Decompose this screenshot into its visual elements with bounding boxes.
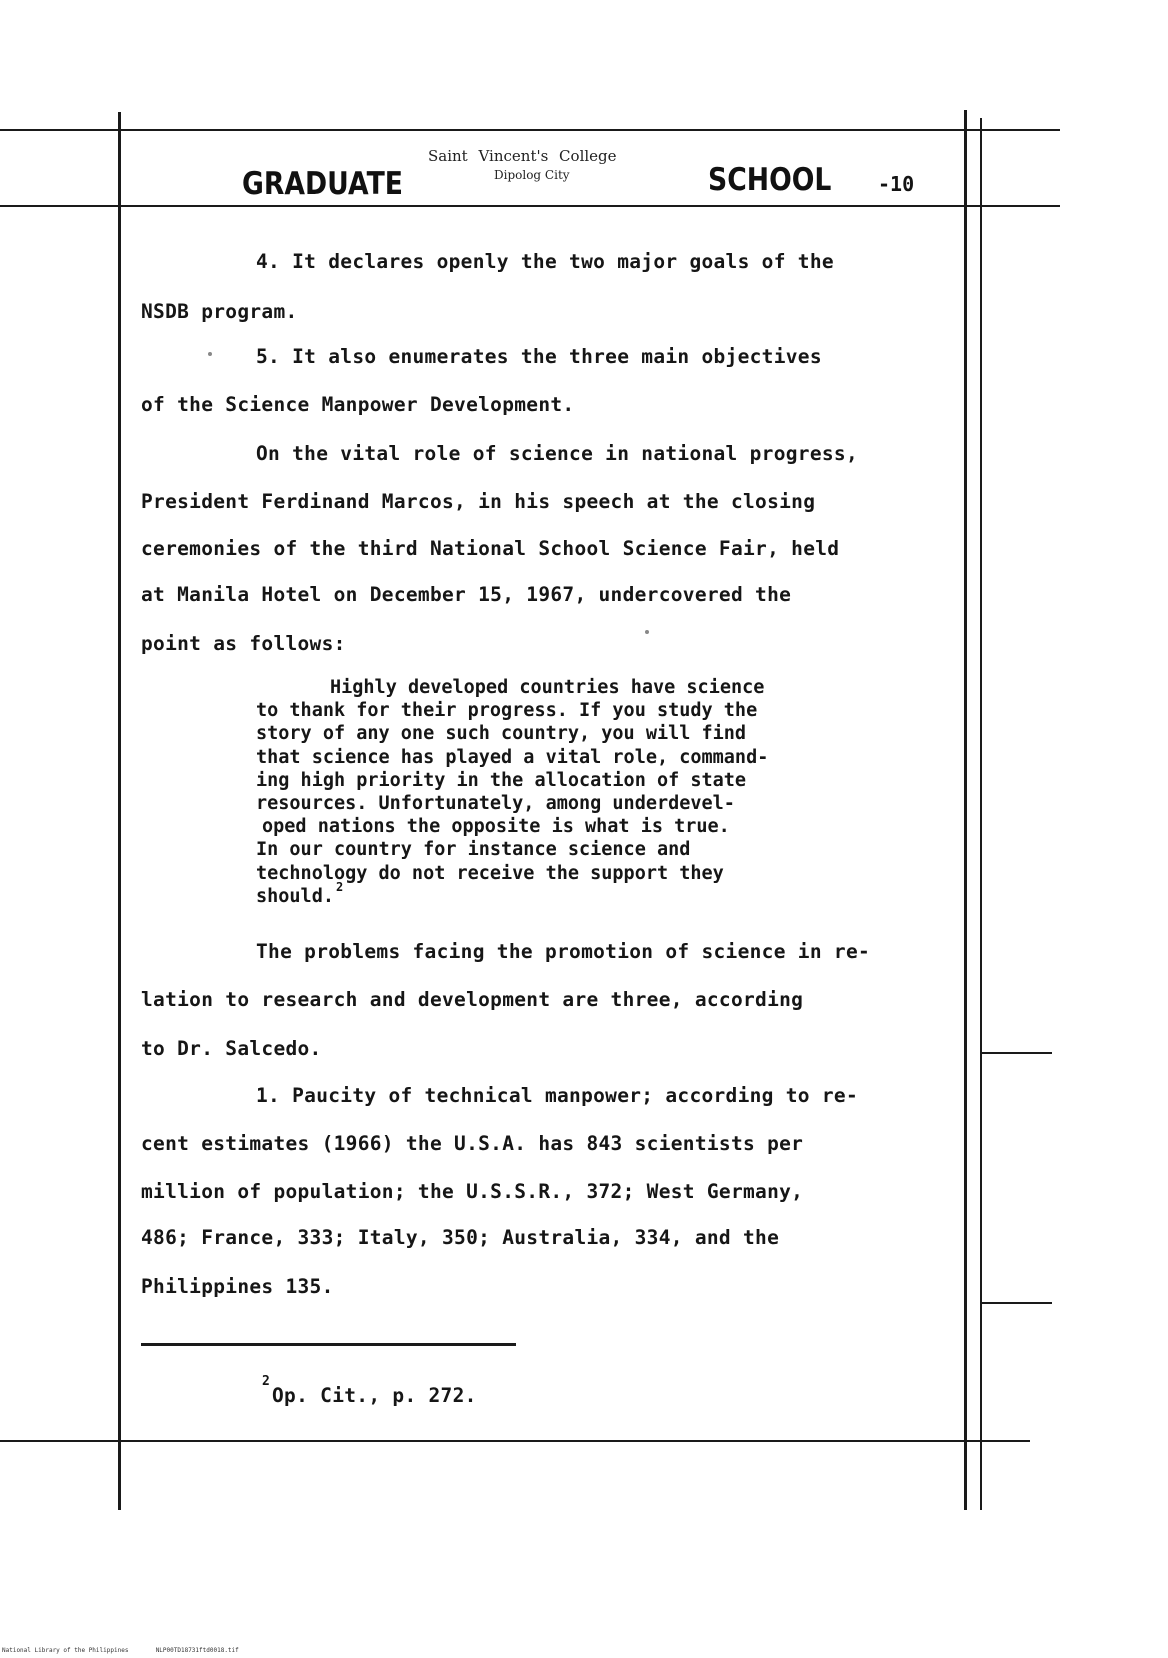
footnote-mark: 2 bbox=[262, 1374, 270, 1389]
body-line: Philippines 135. bbox=[141, 1275, 334, 1298]
scan-footer-library: National Library of the Philippines bbox=[2, 1647, 129, 1654]
header-institution: Saint Vincent's College bbox=[428, 147, 617, 165]
quote-line: In our country for instance science and bbox=[256, 839, 691, 860]
body-line: to Dr. Salcedo. bbox=[141, 1037, 322, 1060]
footer-page-rule bbox=[0, 1440, 1030, 1442]
frame-right-rule bbox=[964, 110, 967, 1510]
body-line: of the Science Manpower Development. bbox=[141, 393, 575, 416]
quote-line: ing high priority in the allocation of state bbox=[256, 770, 747, 791]
quote-line: to thank for their progress. If you study the bbox=[256, 700, 758, 721]
body-line: 4. It declares openly the two major goals of the bbox=[256, 250, 834, 273]
quote-line: story of any one such country, you will find bbox=[256, 723, 747, 744]
body-line: 486; France, 333; Italy, 350; Australia, 334, and the bbox=[141, 1226, 780, 1249]
body-line: lation to research and development are three, according bbox=[141, 988, 804, 1011]
header-top-rule bbox=[0, 129, 1060, 131]
footnote-text: Op. Cit., p. 272. bbox=[272, 1384, 477, 1407]
quote-line: resources. Unfortunately, among underdevel- bbox=[256, 793, 735, 814]
scan-footer-filename: NLP00TD18731ftd0018.tif bbox=[155, 1647, 239, 1654]
body-line: point as follows: bbox=[141, 632, 346, 655]
quote-footnote-mark: 2 bbox=[336, 880, 344, 894]
scan-speck bbox=[208, 352, 212, 356]
quote-line: that science has played a vital role, command- bbox=[256, 747, 769, 768]
page-number: -10 bbox=[878, 172, 915, 196]
header-graduate: GRADUATE bbox=[242, 166, 403, 202]
margin-tick-1 bbox=[982, 1052, 1052, 1054]
frame-left-rule bbox=[118, 112, 121, 1510]
body-line: cent estimates (1966) the U.S.A. has 843 scientists per bbox=[141, 1132, 804, 1155]
header-city: Dipolog City bbox=[494, 168, 570, 182]
quote-line: Highly developed countries have science bbox=[330, 677, 765, 698]
body-line: 5. It also enumerates the three main objectives bbox=[256, 345, 822, 368]
body-line: million of population; the U.S.S.R., 372; West Germany, bbox=[141, 1180, 804, 1203]
body-line: On the vital role of science in national progress, bbox=[256, 442, 858, 465]
body-line: ceremonies of the third National School Science Fair, held bbox=[141, 537, 840, 560]
scan-footer bbox=[2, 1647, 239, 1654]
body-line: at Manila Hotel on December 15, 1967, undercovered the bbox=[141, 583, 792, 606]
scan-speck bbox=[645, 630, 649, 634]
margin-tick-2 bbox=[982, 1302, 1052, 1304]
quote-line: should. bbox=[256, 886, 334, 907]
body-line: The problems facing the promotion of science in re- bbox=[256, 940, 871, 963]
body-line: 1. Paucity of technical manpower; according to re- bbox=[256, 1084, 858, 1107]
body-line: President Ferdinand Marcos, in his speech at the closing bbox=[141, 490, 816, 513]
header-school: SCHOOL bbox=[708, 162, 832, 198]
header-bottom-rule bbox=[0, 205, 1060, 207]
footnote-separator bbox=[141, 1343, 516, 1346]
body-line: NSDB program. bbox=[141, 300, 298, 323]
quote-line: technology do not receive the support they bbox=[256, 863, 724, 884]
quote-line: oped nations the opposite is what is true. bbox=[262, 816, 730, 837]
